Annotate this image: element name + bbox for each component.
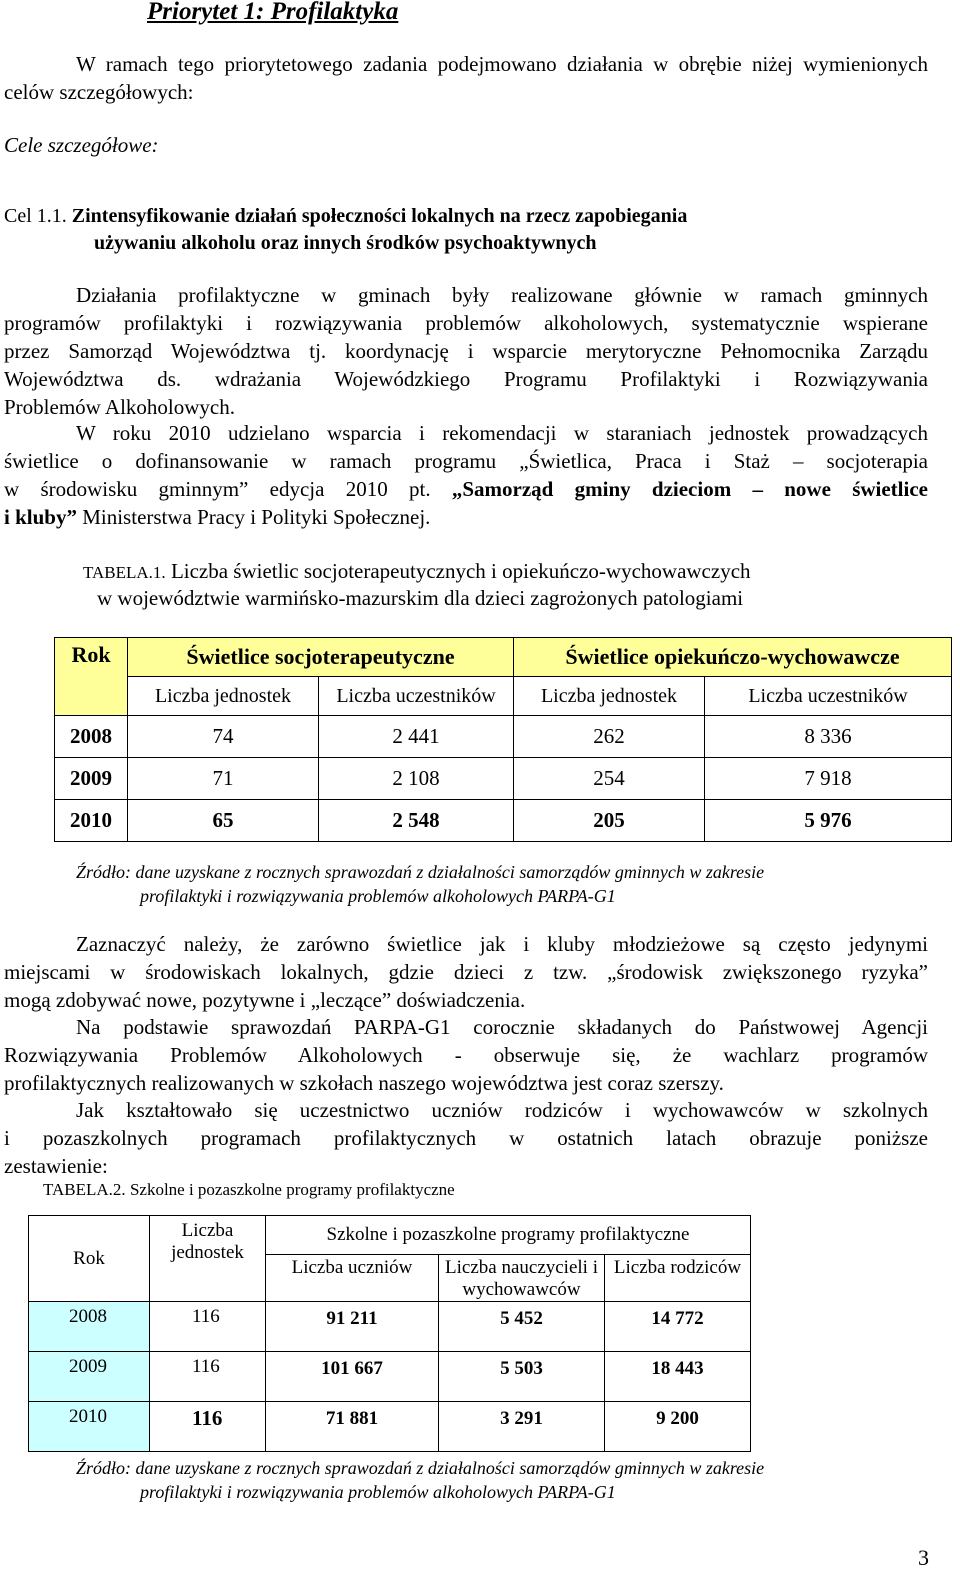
t2-subheader: Liczba uczniów xyxy=(266,1255,439,1302)
t2-cell: 3 291 xyxy=(439,1402,605,1452)
t1-cell: 2 548 xyxy=(319,800,514,842)
goal-title xyxy=(4,202,687,230)
t2-header-rok: Rok xyxy=(29,1216,150,1302)
table2-source-line2: profilaktyki i rozwiązywania problemów alkoholowych PARPA-G1 xyxy=(140,1482,616,1502)
table-row xyxy=(29,1352,751,1402)
table1-source-line2: profilaktyki i rozwiązywania problemów alkoholowych PARPA-G1 xyxy=(140,886,616,906)
p2-program-title-end: i kluby” xyxy=(4,505,77,529)
goal-line1: Zintensyfikowanie działań społeczności lokalnych na rzecz zapobiegania xyxy=(71,205,688,227)
p3-line3: mogą zdobywać nowe, pozytywne i „leczące” doświadczenia. xyxy=(4,988,526,1012)
section-heading: Priorytet 1: Profilaktyka xyxy=(147,0,399,25)
p1-line2: programów profilaktyki i rozwiązywania problemów alkoholowych, systematycznie wspierane xyxy=(4,311,928,335)
t2-cell: 5 503 xyxy=(439,1352,605,1402)
t1-cell: 262 xyxy=(514,716,705,758)
t1-cell: 205 xyxy=(514,800,705,842)
t2-year: 2008 xyxy=(29,1302,150,1352)
table1-caption-line2: w województwie warmińsko-mazurskim dla dzieci zagrożonych patologiami xyxy=(97,586,744,610)
t2-subheader: Liczba nauczycieli i wychowawców xyxy=(439,1255,605,1302)
t1-cell: 254 xyxy=(514,758,705,800)
t2-cell: 18 443 xyxy=(605,1352,751,1402)
table-row xyxy=(55,800,952,842)
p1-line4: Województwa ds. wdrażania Wojewódzkiego Programu Profilaktyki i Rozwiązywania xyxy=(4,367,928,391)
table-1 xyxy=(54,637,952,842)
paragraph-4 xyxy=(4,1013,928,1097)
t1-cell: 74 xyxy=(128,716,319,758)
p4-line2: Rozwiązywania Problemów Alkoholowych - obserwuje się, że wachlarz programów xyxy=(4,1043,928,1067)
p2-line3 xyxy=(4,475,928,503)
p3-line2: miejscami w środowiskach lokalnych, gdzie dzieci z tzw. „środowisk zwiększonego ryzyka” xyxy=(4,960,928,984)
p3-line1: Zaznaczyć należy, że zarówno świetlice jak i kluby młodzieżowe są często jedynymi xyxy=(76,932,928,956)
goals-label: Cele szczegółowe: xyxy=(4,133,159,157)
t2-jednostki: 116 xyxy=(150,1302,266,1352)
p5-line2: i pozaszkolnych programach profilaktycznych w ostatnich latach obrazuje poniższe xyxy=(4,1126,928,1150)
t1-header-socjoterapeutyczne: Świetlice socjoterapeutyczne xyxy=(128,638,514,677)
p5-line3: zestawienie: xyxy=(4,1154,108,1178)
table-row xyxy=(29,1302,751,1352)
t2-cell: 9 200 xyxy=(605,1402,751,1452)
t1-cell: 2 108 xyxy=(319,758,514,800)
t2-year: 2010 xyxy=(29,1402,150,1452)
p4-line1: Na podstawie sprawozdań PARPA-G1 corocznie składanych do Państwowej Agencji xyxy=(76,1015,928,1039)
t1-cell: 71 xyxy=(128,758,319,800)
t2-cell: 14 772 xyxy=(605,1302,751,1352)
table1-source-line1: Źródło: dane uzyskane z rocznych sprawozdań z działalności samorządów gminnych w zakresie xyxy=(76,862,765,882)
t1-cell: 7 918 xyxy=(705,758,952,800)
t2-subheader: Liczba rodziców xyxy=(605,1255,751,1302)
t2-cell: 71 881 xyxy=(266,1402,439,1452)
t2-year: 2009 xyxy=(29,1352,150,1402)
t1-cell: 2 441 xyxy=(319,716,514,758)
t2-header-group: Szkolne i pozaszkolne programy profilaktyczne xyxy=(266,1216,751,1255)
table2-caption xyxy=(43,1179,455,1201)
t1-subheader: Liczba jednostek xyxy=(514,677,705,716)
table1-caption-label: TABELA.1. xyxy=(83,563,166,582)
t1-header-opiekuncze: Świetlice opiekuńczo-wychowawcze xyxy=(514,638,952,677)
intro-paragraph: W ramach tego priorytetowego zadania podejmowano działania w obrębie niżej wymienionych celów szczegółowych: xyxy=(4,52,928,104)
t1-cell: 65 xyxy=(128,800,319,842)
t1-subheader: Liczba uczestników xyxy=(705,677,952,716)
t1-subheader: Liczba uczestników xyxy=(319,677,514,716)
t2-cell: 101 667 xyxy=(266,1352,439,1402)
t2-header-jednostek: Liczba jednostek xyxy=(150,1216,266,1302)
goal-number: Cel 1.1. xyxy=(4,205,67,227)
t1-year: 2008 xyxy=(55,716,128,758)
table2-caption-label: TABELA.2. xyxy=(43,1180,126,1199)
p2-line1: W roku 2010 udzielano wsparcia i rekomendacji w staraniach jednostek prowadzących xyxy=(76,421,928,445)
t1-header-rok: Rok xyxy=(55,638,128,716)
p1-line1: Działania profilaktyczne w gminach były realizowane głównie w ramach gminnych xyxy=(76,283,928,307)
p2-line3-text: w środowisku gminnym” edycja 2010 pt. xyxy=(4,477,452,501)
page-number: 3 xyxy=(918,1545,929,1570)
table-row xyxy=(55,758,952,800)
paragraph-2 xyxy=(4,419,928,531)
table1-caption-text: Liczba świetlic socjoterapeutycznych i opiekuńczo-wychowawczych xyxy=(165,559,751,583)
t1-cell: 8 336 xyxy=(705,716,952,758)
t2-jednostki: 116 xyxy=(150,1402,266,1452)
table2-caption-text: Szkolne i pozaszkolne programy profilaktyczne xyxy=(125,1180,455,1199)
t1-year: 2010 xyxy=(55,800,128,842)
paragraph-1 xyxy=(4,281,928,421)
p4-line3: profilaktycznych realizowanych w szkołach naszego województwa jest coraz szerszy. xyxy=(4,1071,724,1095)
t1-cell: 5 976 xyxy=(705,800,952,842)
table-row xyxy=(55,716,952,758)
table-row xyxy=(29,1402,751,1452)
t1-year: 2009 xyxy=(55,758,128,800)
p2-line4 xyxy=(4,503,928,531)
p1-line5: Problemów Alkoholowych. xyxy=(4,395,235,419)
t2-cell: 5 452 xyxy=(439,1302,605,1352)
p1-line3: przez Samorząd Województwa tj. koordynację i wsparcie merytoryczne Pełnomocnika Zarządu xyxy=(4,339,928,363)
t1-subheader: Liczba jednostek xyxy=(128,677,319,716)
paragraph-3 xyxy=(4,930,928,1014)
table-2 xyxy=(28,1215,751,1452)
table2-source-line1: Źródło: dane uzyskane z rocznych sprawozdań z działalności samorządów gminnych w zakresie xyxy=(76,1458,765,1478)
table1-caption-line1 xyxy=(83,557,751,587)
p2-line2: świetlice o dofinansowanie w ramach programu „Świetlica, Praca i Staż – socjoterapia xyxy=(4,449,928,473)
goal-line2: używaniu alkoholu oraz innych środków psychoaktywnych xyxy=(94,232,597,254)
t2-cell: 91 211 xyxy=(266,1302,439,1352)
t2-jednostki: 116 xyxy=(150,1352,266,1402)
paragraph-5 xyxy=(4,1096,928,1180)
p2-program-title: „Samorząd gminy dzieciom – nowe świetlice xyxy=(451,477,928,501)
p5-line1: Jak kształtowało się uczestnictwo uczniów rodziców i wychowawców w szkolnych xyxy=(76,1098,928,1122)
p2-line4-text: Ministerstwa Pracy i Polityki Społecznej. xyxy=(76,505,431,529)
